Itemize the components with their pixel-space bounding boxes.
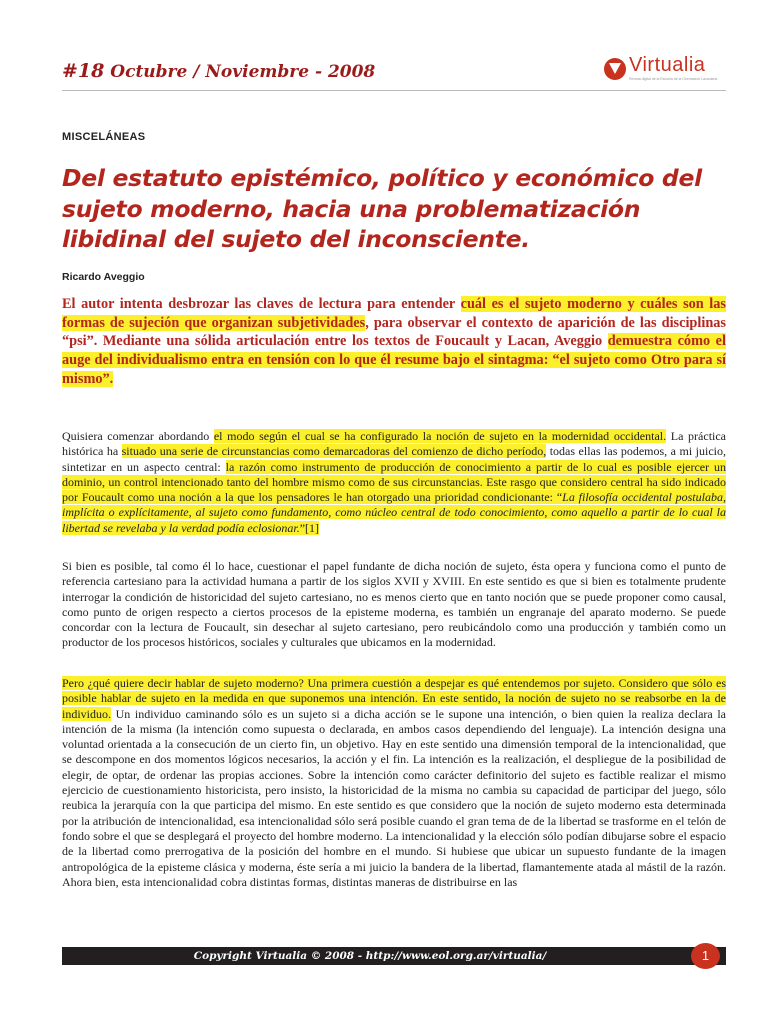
virtualia-v-icon	[604, 58, 626, 80]
highlighted-text: cuál es el sujeto moderno y cuáles son las formas de sujeción que organizan subjetividades	[62, 296, 726, 331]
logo-name: Virtualia	[629, 54, 706, 76]
highlighted-text: el modo según el cual se ha configurado la noción de sujeto en la modernidad occidental.	[213, 429, 667, 443]
logo-tagline: Revista digital de la Escuela de la Orientación Lacaniana	[629, 77, 718, 81]
quoted-text: La filosofía occidental postulaba, implícita o explícitamente, al sujeto como fundamento, como núcleo central de todo conocimiento, como aquello a partir de lo cual la libertad se revelaba y la verdad podía eclosionar.	[62, 490, 726, 535]
text-run: , para observar el contexto de aparición de las disciplinas “psi”. Mediante una sólida articulación entre los textos de Foucault y Lacan, Aveggio	[62, 314, 726, 350]
footer-bar	[62, 947, 726, 965]
body-paragraph	[62, 429, 726, 536]
highlighted-text: situado una serie de circunstancias como demarcadoras del comienzo de dicho período,	[121, 444, 547, 459]
article-author: Ricardo Aveggio	[62, 271, 145, 283]
section-label: MISCELÁNEAS	[62, 131, 146, 143]
issue-period: Octubre / Noviembre - 2008	[110, 62, 376, 82]
issue-number: #18	[62, 60, 105, 82]
issue-label	[62, 60, 375, 82]
article-title: Del estatuto epistémico, político y económico del sujeto moderno, hacia una problematización libidinal del sujeto del inconsciente.	[62, 164, 702, 253]
text-run: Un individuo caminando sólo es un sujeto si a dicha acción se le supone una intención, o bien quien la realiza declara la intención de la misma (la intención como supuesta o declarada, en ambos casos dependiendo del lenguaje). La intención designa una voluntad orientada a la consecución de un cierto fin, un objetivo. Hay en este sentido una dimensión temporal de la intencionalidad, que se descompone en dos momentos lógicos necesarios, la acción y el fin. La intención es la realización, el despliegue de la posibilidad de elegir, de optar, de ordenar las propias acciones. Sobre la intención como carácter definitorio del sujeto es factible realizar el mismo ejercicio de cuestionamiento historicista, pero insisto, la historicidad de la misma no cambia su capacidad de participar del juego, sólo reubica la jerarquía con la que participa del mismo. En este sentido es que considero que la noción de sujeto moderno esta determinada por la atribución de intencionalidad, esa intencionalidad sólo será posible cuando el gran tema de de la libertad se trasforme en el telón de fondo sobre el que se desplegará el proyecto del hombre moderno. La intencionalidad y la elección sólo podían dibujarse sobre el espacio de la libertad como prerrogativa de la posición del hombre en el mundo. Si hubiese que ubicar un supuesto fundante de la imagen antropológica de la episteme clásica y moderna, éste sería a mi juicio la bandera de la libertad, flamantemente atada al mástil de la razón. Ahora bien, esta intencionalidad cobra distintas formas, distintas maneras de distribuirse en las	[62, 706, 726, 889]
article-abstract	[62, 295, 726, 389]
virtualia-logo	[604, 52, 726, 82]
body-paragraph	[62, 559, 726, 651]
body-paragraph	[62, 676, 726, 890]
page-number-badge: 1	[691, 943, 720, 969]
text-run: Quisiera comenzar abordando	[62, 429, 214, 443]
text-run: Si bien es posible, tal como él lo hace, cuestionar el papel fundante de dicha noción de sujeto, ésta opera y funciona como el punto de referencia cartesiano para la actividad humana a partir de los siglos XVII y XVIII. En este sentido es que si bien es totalmente prudente interrogar la condición de historicidad del sujeto cartesiano, no es menos cierto que en tanto noción que se puede proponer como causal, como punto de origen respecto a ciertos procesos de la episteme moderna, es también un engranaje del aparato moderno. Se puede concordar con la lectura de Foucault, sin desechar al sujeto cartesiano, pero reubicándolo como una producción y también como un productor de los procesos históricos, sociales y culturales que ubicamos en la modernidad.	[62, 559, 726, 650]
text-run: El autor intenta desbrozar las claves de lectura para entender	[62, 296, 461, 312]
highlighted-text: ”[1]	[299, 520, 320, 535]
header-rule	[62, 90, 726, 91]
footer-copyright: Copyright Virtualia © 2008 - http://www.eol.org.ar/virtualia/	[193, 950, 547, 962]
text-run: La práctica histórica ha	[62, 429, 727, 459]
text-run: todas ellas las podemos, a mi juicio, sintetizar en un aspecto central:	[62, 444, 726, 474]
highlighted-text: demuestra cómo el auge del individualismo entra en tensión con lo que él resume bajo el sintagma: “el sujeto como Otro para sí mismo”.	[62, 333, 726, 387]
highlighted-text: la razón como instrumento de producción de conocimiento a partir de lo cual es posible ejercer un dominio, un control intencionado tanto del hombre mismo como de sus circunstancias. Este rasgo que considero central ha sido indicado por Foucault como una noción a la que los pensadores le han otorgado una prioridad condicionante: “	[62, 459, 726, 505]
highlighted-text: Pero ¿qué quiere decir hablar de sujeto moderno? Una primera cuestión a despejar es qué entendemos por sujeto. Considero que sólo es posible hablar de sujeto en la medida en que suponemos una intención. En este sentido, la noción de sujeto no se reabsorbe en la de individuo.	[62, 676, 726, 721]
